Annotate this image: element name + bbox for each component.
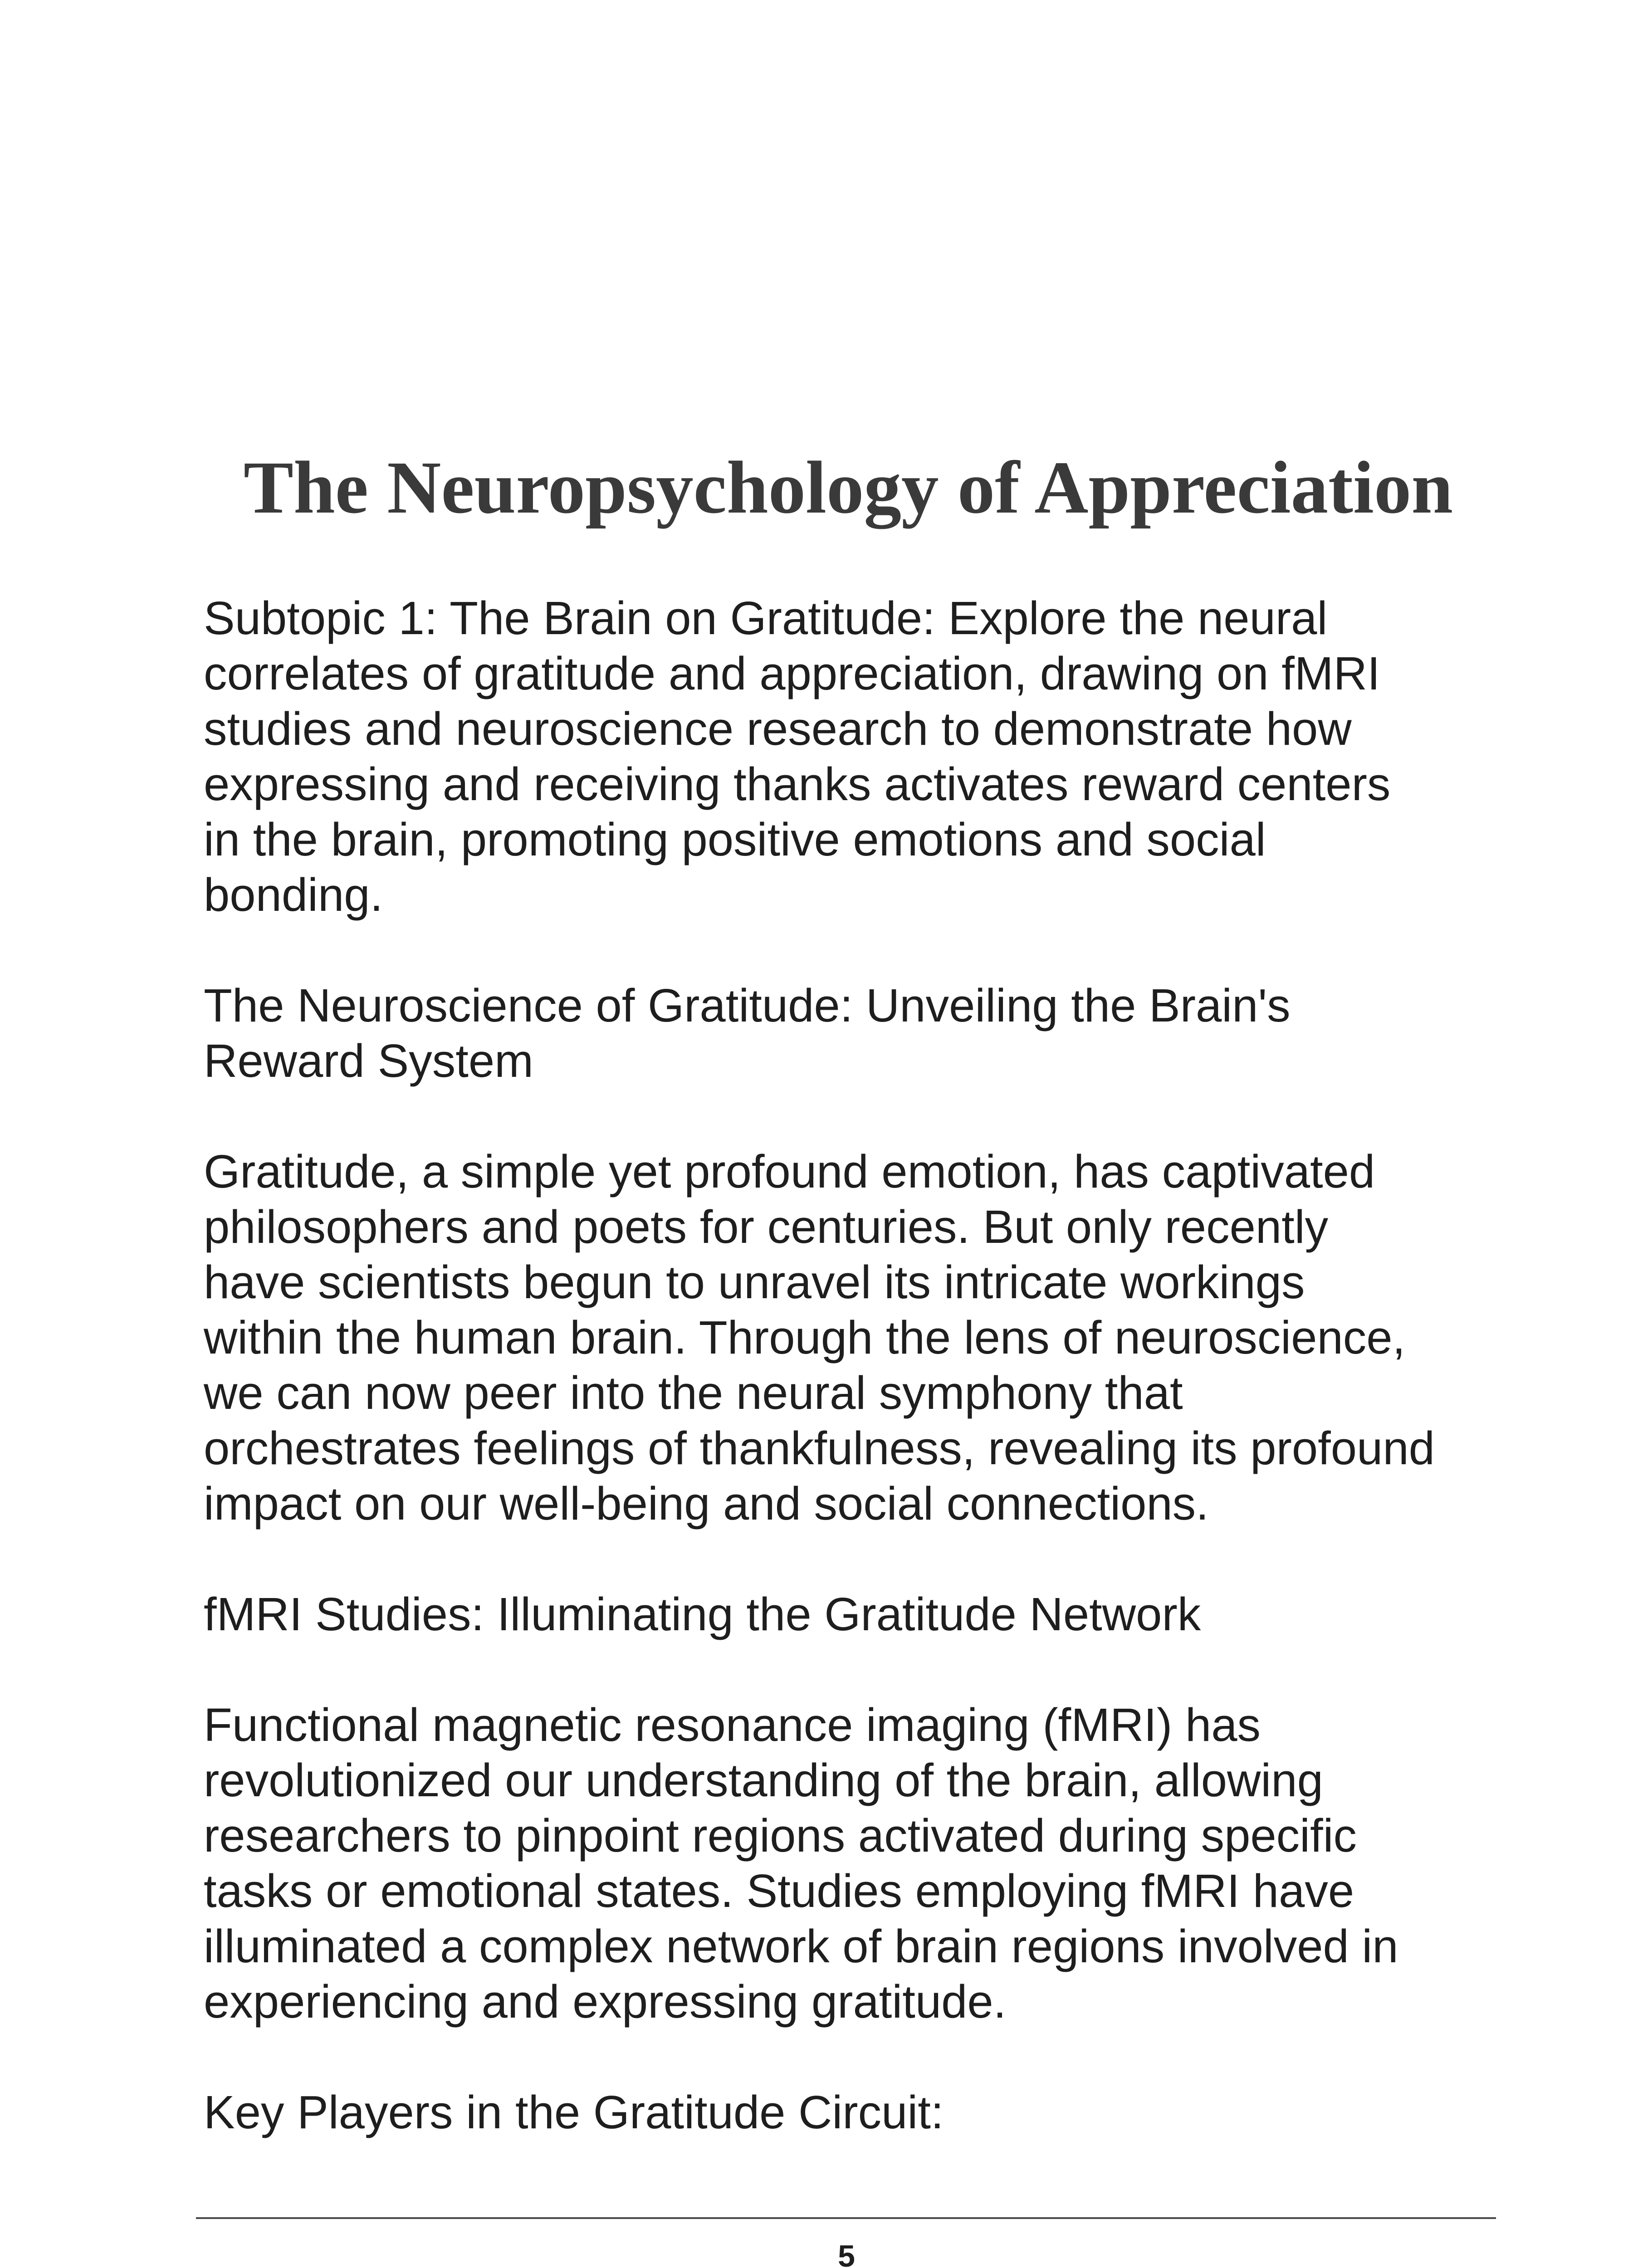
section-heading-key-players: Key Players in the Gratitude Circuit: — [204, 2086, 944, 2138]
body-text — [204, 591, 1542, 2195]
page-number: 5 — [838, 2239, 855, 2268]
paragraph-subtopic-intro: Subtopic 1: The Brain on Gratitude: Explore the neural correlates of gratitude and appreciation, drawing on fMRI studies and neuroscience research to demonstrate how expressing and receiving thanks activates reward centers in the brain, promoting positive emotions and social bonding. — [204, 592, 1391, 921]
page-title: The Neuropsychology of Appreciation — [243, 446, 1453, 529]
section-heading-neuroscience: The Neuroscience of Gratitude: Unveiling the Brain's Reward System — [204, 979, 1291, 1087]
footer-divider — [196, 2217, 1496, 2219]
paragraph-gratitude-overview: Gratitude, a simple yet profound emotion, has captivated philosophers and poets for centuries. But only recently have scientists begun to unravel its intricate workings within the human brain. Through the lens of neuroscience, we can now peer into the neural symphony that orchestrates feelings of thankfulness, revealing its profound impact on our well-being and social connections. — [204, 1145, 1435, 1530]
section-heading-fmri: fMRI Studies: Illuminating the Gratitude Network — [204, 1588, 1201, 1640]
paragraph-fmri-studies: Functional magnetic resonance imaging (fMRI) has revolutionized our understanding of the brain, allowing researchers to pinpoint regions activated during specific tasks or emotional states. Studies employing fMRI have illuminated a complex network of brain regions involved in experiencing and expressing gratitude. — [204, 1699, 1398, 2028]
